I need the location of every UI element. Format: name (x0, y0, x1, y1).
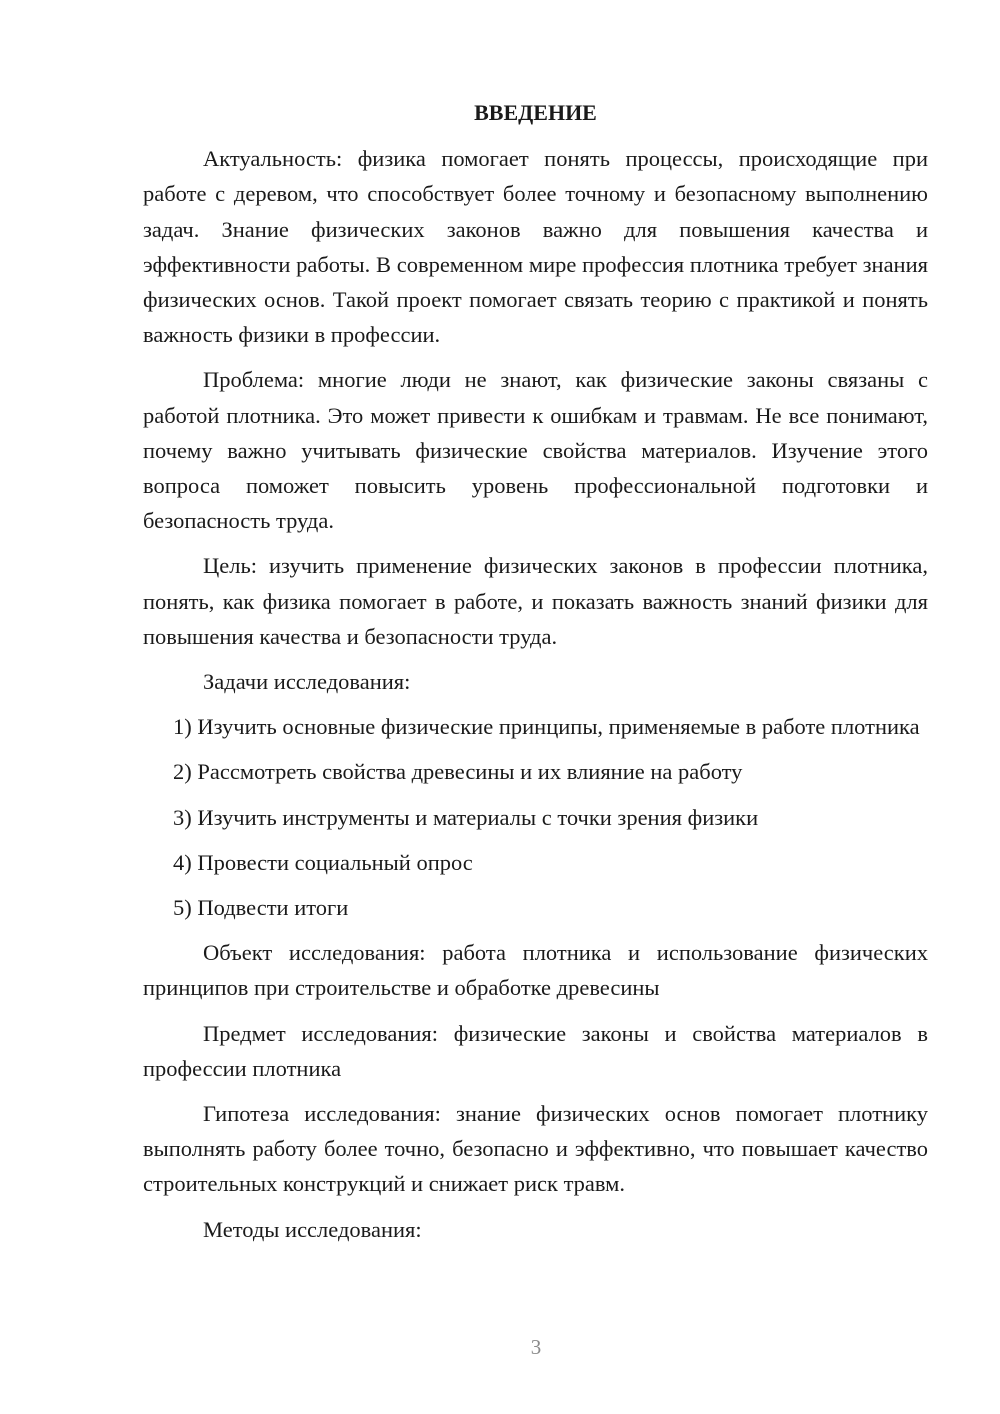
paragraph-relevance: Актуальность: физика помогает понять процессы, происходящие при работе с деревом, что способствует более точному и безопасному выполнению задач. Знание физических законов важно для повышения качества и эффективности работы. В современном мире профессия плотника требует знания физических основ. Такой проект помогает связать теорию с практикой и понять важность физики в профессии. (143, 146, 928, 348)
task-item-4: 4) Провести социальный опрос (173, 849, 473, 875)
task-item-3: 3) Изучить инструменты и материалы с точки зрения физики (173, 804, 759, 830)
page-title: ВВЕДЕНИЕ (474, 100, 597, 125)
paragraph-hypothesis: Гипотеза исследования: знание физических основ помогает плотнику выполнять работу более точно, безопасно и эффективно, что повышает качество строительных конструкций и снижает риск травм. (143, 1101, 928, 1197)
paragraph-methods: Методы исследования: (203, 1216, 422, 1242)
tasks-heading: Задачи исследования: (203, 669, 411, 695)
paragraph-subject: Предмет исследования: физические законы и свойства материалов в профессии плотника (143, 1020, 928, 1081)
task-item-2: 2) Рассмотреть свойства древесины и их влияние на работу (173, 759, 743, 785)
paragraph-goal: Цель: изучить применение физических законов в профессии плотника, понять, как физика помогает в работе, и показать важность знаний физики для повышения качества и безопасности труда. (143, 553, 928, 649)
paragraph-problem: Проблема: многие люди не знают, как физические законы связаны с работой плотника. Это может привести к ошибкам и травмам. Не все понимают, почему важно учитывать физические свойства материалов. Изучение этого вопроса поможет повысить уровень профессиональной подготовки и безопасность труда. (143, 367, 928, 534)
task-item-1: 1) Изучить основные физические принципы, применяемые в работе плотника (173, 714, 920, 740)
paragraph-object: Объект исследования: работа плотника и использование физических принципов при строительстве и обработке древесины (143, 940, 928, 1001)
page-content (143, 95, 928, 1257)
page-number: 3 (530, 1335, 542, 1359)
task-item-5: 5) Подвести итоги (173, 895, 349, 921)
